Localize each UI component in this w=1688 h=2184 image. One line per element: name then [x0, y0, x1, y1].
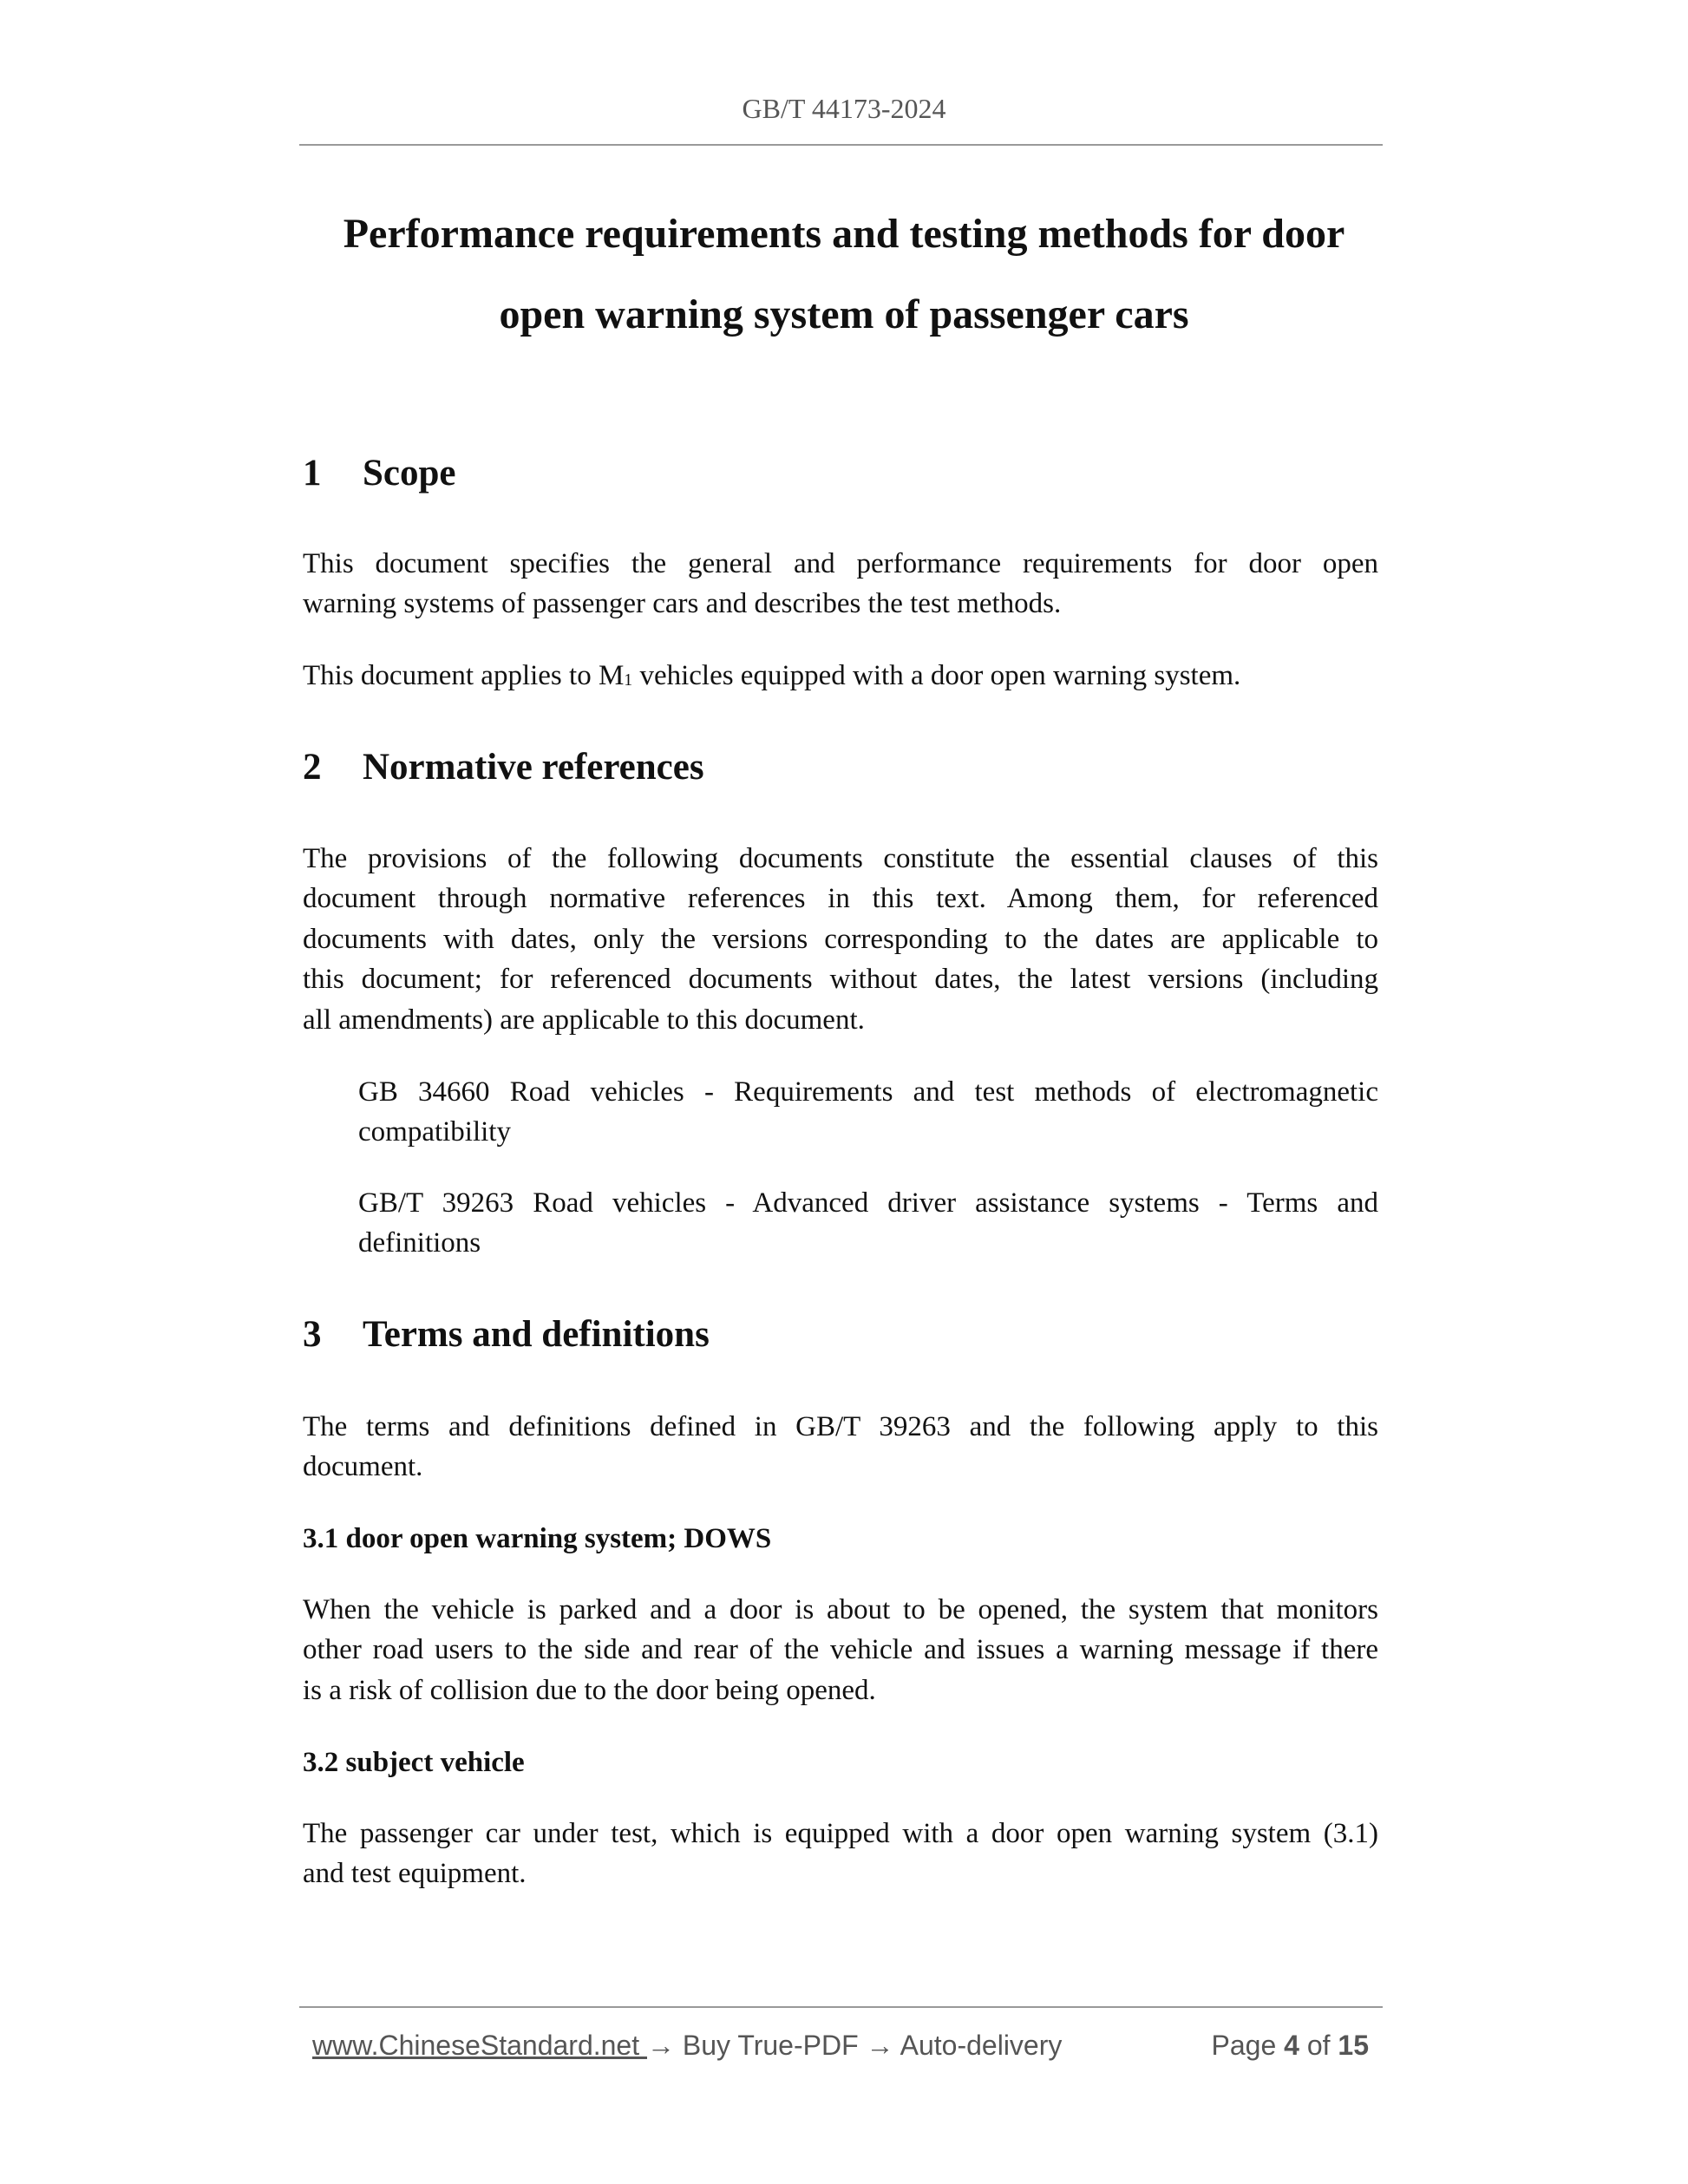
footer-promo [312, 2027, 1062, 2063]
current-page: 4 [1284, 2030, 1299, 2061]
delivery-text: Auto-delivery [893, 2030, 1063, 2061]
section-heading-terms [303, 1311, 710, 1359]
text-line: documents with dates, only the versions corresponding to the dates are applicable to [303, 923, 1378, 955]
text-line: warning systems of passenger cars and describes the test methods. [303, 588, 1062, 620]
text-line: The passenger car under test, which is equipped with a door open warning system (3.1) [303, 1818, 1378, 1849]
section-number: 2 [303, 747, 322, 788]
document-title-line-1: Performance requirements and testing methods for door [343, 211, 1345, 257]
header-divider [299, 144, 1383, 146]
arrow-right-icon: → [647, 2030, 675, 2061]
text-line: compatibility [358, 1116, 511, 1148]
term-3-2-definition [303, 1814, 1378, 1894]
scope-paragraph-2 [303, 656, 1378, 699]
section-title: Terms and definitions [363, 1314, 710, 1355]
website-link[interactable]: www.ChineseStandard.net [312, 2030, 647, 2061]
subscript: 1 [624, 670, 633, 690]
text-line: definitions [358, 1227, 481, 1259]
normative-paragraph [303, 839, 1378, 1040]
arrow-right-icon: → [866, 2030, 894, 2061]
scope-paragraph-1 [303, 544, 1378, 624]
text-line: The terms and definitions defined in GB/T 39263 and the following apply to this [303, 1411, 1378, 1442]
text-line: GB/T 39263 Road vehicles - Advanced driver assistance systems - Terms and [358, 1187, 1378, 1219]
section-title: Scope [363, 453, 456, 494]
document-number-header: GB/T 44173-2024 [742, 93, 946, 124]
text-line: This document specifies the general and performance requirements for door open [303, 548, 1378, 579]
text: This document applies to M [303, 660, 625, 691]
section-number: 3 [303, 1314, 322, 1355]
page-label: Page [1211, 2030, 1285, 2061]
section-heading-scope [303, 449, 456, 498]
reference-gbt-39263 [358, 1183, 1378, 1264]
text-line: document through normative references in this text. Among them, for referenced [303, 883, 1378, 915]
buy-text: Buy True-PDF [675, 2030, 867, 2061]
text-line: The provisions of the following documents constitute the essential clauses of this [303, 843, 1378, 874]
text: vehicles equipped with a door open warning system. [632, 660, 1241, 691]
text-line: all amendments) are applicable to this document. [303, 1004, 865, 1036]
text-line: this document; for referenced documents without dates, the latest versions (including [303, 964, 1378, 996]
reference-gb-34660 [358, 1072, 1378, 1153]
terms-paragraph [303, 1407, 1378, 1488]
page-indicator [1212, 2027, 1369, 2063]
document-title-line-2: open warning system of passenger cars [499, 291, 1189, 337]
text-line: is a risk of collision due to the door being opened. [303, 1674, 876, 1706]
term-3-2-heading: 3.2 subject vehicle [303, 1747, 525, 1778]
text-line: document. [303, 1451, 423, 1483]
text-line: When the vehicle is parked and a door is about to be opened, the system that monitors [303, 1594, 1378, 1625]
term-3-1-heading: 3.1 door open warning system; DOWS [303, 1523, 772, 1554]
term-3-1-definition [303, 1590, 1378, 1710]
section-heading-normative-references [303, 743, 704, 792]
total-pages: 15 [1338, 2030, 1369, 2061]
of-label: of [1299, 2030, 1338, 2061]
text-line: GB 34660 Road vehicles - Requirements and test methods of electromagnetic [358, 1076, 1378, 1108]
section-title: Normative references [363, 747, 704, 788]
text-line: other road users to the side and rear of the vehicle and issues a warning message if there [303, 1634, 1378, 1666]
footer-divider [299, 2006, 1383, 2008]
text-line: and test equipment. [303, 1858, 527, 1890]
section-number: 1 [303, 453, 322, 494]
